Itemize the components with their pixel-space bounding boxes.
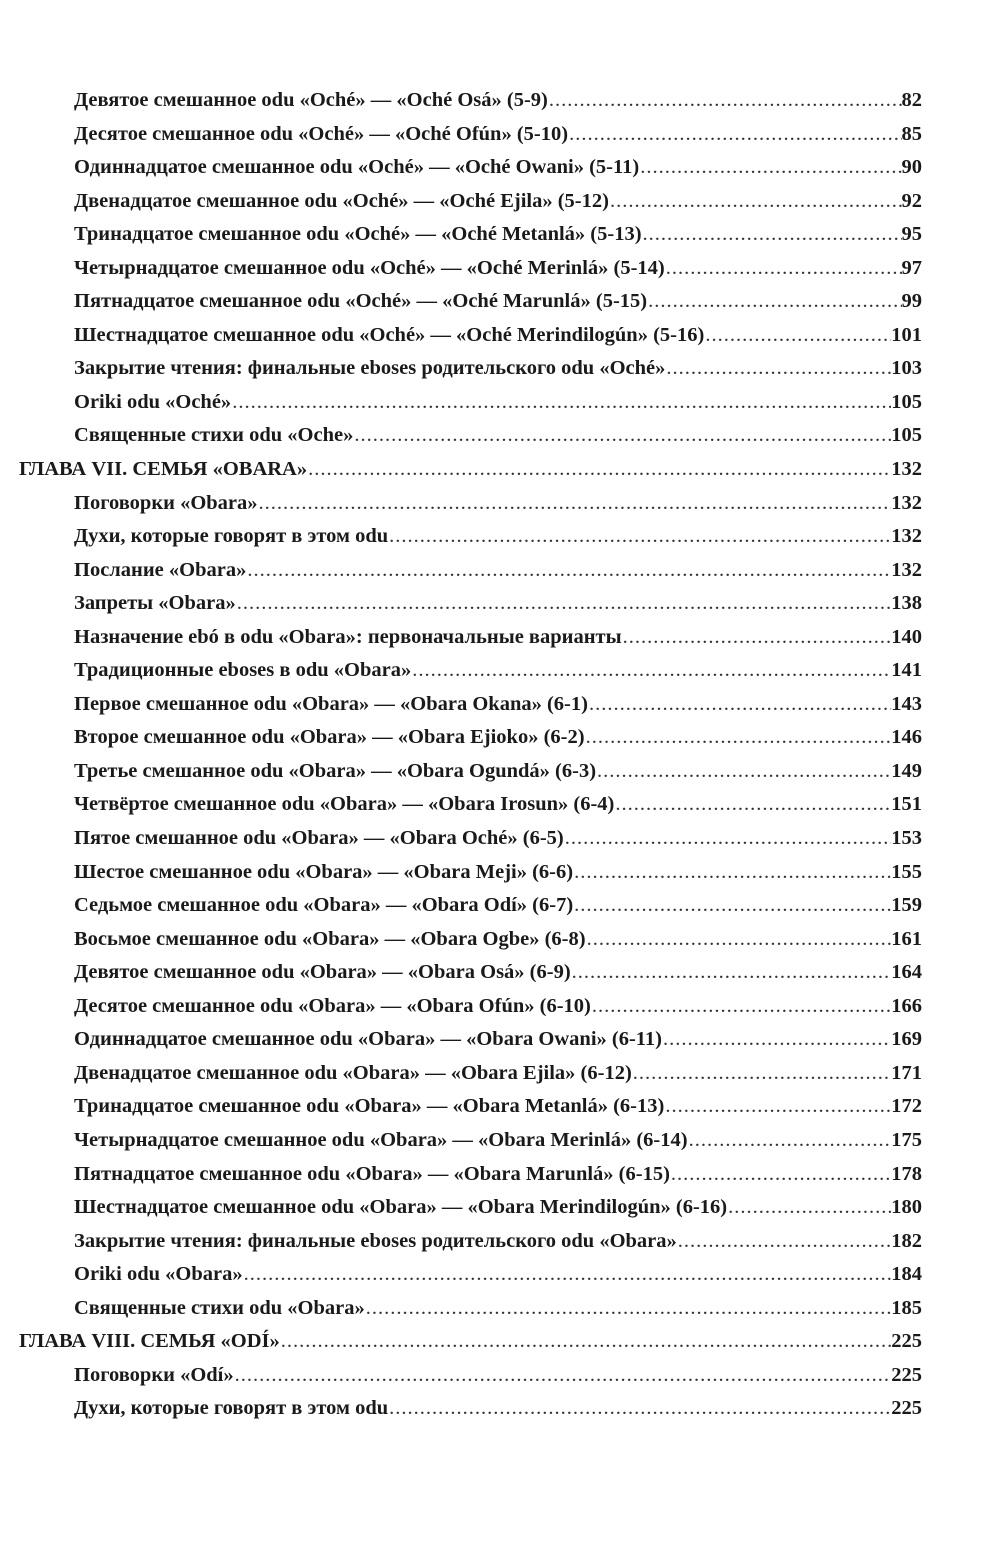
- dot-leader: [585, 725, 892, 749]
- toc-entry-page: 169: [891, 1028, 922, 1051]
- toc-entry-title: Закрытие чтения: финальные eboses родительского odu «Oché»: [74, 357, 666, 380]
- toc-entry-title: Двенадцатое смешанное odu «Obara» — «Obara Ejila» (6-12): [74, 1061, 632, 1084]
- toc-entry-page: 159: [891, 894, 922, 917]
- dot-leader: [234, 1363, 892, 1387]
- toc-entry-title: Назначение ebó в odu «Obara»: первоначальные варианты: [74, 625, 622, 648]
- dot-leader: [388, 1396, 891, 1420]
- toc-entry-page: 155: [891, 860, 922, 883]
- toc-entry-title: Десятое смешанное odu «Obara» — «Obara Ofún» (6-10): [74, 994, 591, 1017]
- toc-entry-title: ГЛАВА VII. СЕМЬЯ «OBARA»: [19, 458, 308, 481]
- toc-entry-page: 85: [901, 122, 922, 145]
- dot-leader: [596, 759, 891, 783]
- toc-entry-title: Третье смешанное odu «Obara» — «Obara Ogundá» (6-3): [74, 759, 597, 782]
- toc-entry-title: Пятнадцатое смешанное odu «Obara» — «Obara Marunlá» (6-15): [74, 1162, 670, 1185]
- toc-entry: [0, 1296, 1000, 1330]
- toc-entry-title: Девятое смешанное odu «Oché» — «Oché Osá» (5-9): [74, 89, 548, 111]
- dot-leader: [677, 1229, 891, 1253]
- toc-entry-page: 132: [891, 491, 922, 514]
- toc-entry: [0, 256, 1000, 290]
- dot-leader: [665, 256, 902, 280]
- dot-leader: [307, 457, 891, 481]
- toc-entry-page: 101: [891, 323, 922, 346]
- toc-entry-page: 184: [891, 1263, 922, 1286]
- toc-entry-title: Девятое смешанное odu «Obara» — «Obara Osá» (6-9): [74, 961, 571, 984]
- toc-entry-page: 103: [891, 357, 922, 380]
- toc-entry: [0, 1027, 1000, 1061]
- dot-leader: [573, 860, 891, 884]
- toc-entry-page: 132: [891, 558, 922, 581]
- toc-entry-title: Десятое смешанное odu «Oché» — «Oché Ofún» (5-10): [74, 122, 569, 145]
- dot-leader: [688, 1128, 892, 1152]
- toc-entry: [0, 826, 1000, 860]
- dot-leader: [573, 893, 891, 917]
- toc-entry: [0, 692, 1000, 726]
- toc-entry: [0, 356, 1000, 390]
- dot-leader: [258, 491, 892, 515]
- toc-entry-title: Седьмое смешанное odu «Obara» — «Obara Odí» (6-7): [74, 894, 574, 917]
- dot-leader: [586, 927, 892, 951]
- toc-entry: [0, 1094, 1000, 1128]
- dot-leader: [365, 1296, 892, 1320]
- toc-entry-title: Пятое смешанное odu «Obara» — «Obara Oché» (6-5): [74, 827, 564, 850]
- dot-leader: [704, 323, 891, 347]
- toc-entry-page: 185: [891, 1296, 922, 1319]
- toc-entry: [0, 189, 1000, 223]
- toc-entry: [0, 524, 1000, 558]
- toc-entry-page: 132: [891, 458, 922, 481]
- toc-entry-title: Поговорки «Odí»: [74, 1363, 234, 1386]
- toc-entry-page: 97: [901, 256, 922, 279]
- toc-entry: [0, 994, 1000, 1028]
- dot-leader: [548, 88, 902, 112]
- toc-entry: [0, 1262, 1000, 1296]
- toc-entry-page: 172: [891, 1095, 922, 1118]
- toc-entry: [0, 1363, 1000, 1397]
- toc-entry: [0, 155, 1000, 189]
- toc-entry-title: Второе смешанное odu «Obara» — «Obara Ejioko» (6-2): [74, 726, 585, 749]
- toc-entry-page: 95: [901, 223, 922, 246]
- toc-entry-page: 138: [891, 592, 922, 615]
- toc-entry-title: Традиционные eboses в odu «Obara»: [74, 659, 412, 682]
- dot-leader: [411, 658, 891, 682]
- dot-leader: [236, 591, 891, 615]
- toc-entry-page: 166: [891, 994, 922, 1017]
- toc-entry: [0, 323, 1000, 357]
- toc-entry: [0, 792, 1000, 826]
- dot-leader: [591, 994, 891, 1018]
- dot-leader: [727, 1195, 891, 1219]
- toc-entry-page: 82: [901, 89, 922, 111]
- toc-entry-title: Закрытие чтения: финальные eboses родительского odu «Obara»: [74, 1229, 677, 1252]
- dot-leader: [639, 155, 901, 179]
- toc-entry: [0, 893, 1000, 927]
- toc-entry: [0, 1229, 1000, 1263]
- toc-entry-page: 225: [891, 1363, 922, 1386]
- dot-leader: [632, 1061, 891, 1085]
- toc-entry-page: 143: [891, 692, 922, 715]
- dot-leader: [588, 692, 891, 716]
- toc-entry: [0, 1061, 1000, 1095]
- dot-leader: [647, 289, 901, 313]
- toc-entry-title: Тринадцатое смешанное odu «Oché» — «Oché Metanlá» (5-13): [74, 223, 642, 246]
- dot-leader: [246, 558, 891, 582]
- toc-entry-page: 105: [891, 424, 922, 447]
- dot-leader: [353, 423, 891, 447]
- toc-entry-title: Поговорки «Obara»: [74, 491, 258, 514]
- dot-leader: [670, 1162, 891, 1186]
- toc-entry: [0, 927, 1000, 961]
- toc-entry-title: Четвёртое смешанное odu «Obara» — «Obara Irosun» (6-4): [74, 793, 615, 816]
- dot-leader: [388, 524, 891, 548]
- toc-entry-title: Одиннадцатое смешанное odu «Obara» — «Obara Owani» (6-11): [74, 1028, 662, 1051]
- toc-entry-page: 92: [901, 189, 922, 212]
- toc-entry: [0, 1195, 1000, 1229]
- toc-entry-title: Oriki odu «Obara»: [74, 1263, 243, 1286]
- toc-entry-page: 178: [891, 1162, 922, 1185]
- toc-entry: [0, 1128, 1000, 1162]
- toc-entry-page: 140: [891, 625, 922, 648]
- toc-entry: [0, 390, 1000, 424]
- toc-chapter-heading: [0, 1329, 1000, 1363]
- dot-leader: [664, 1094, 891, 1118]
- toc-entry-page: 171: [891, 1061, 922, 1084]
- toc-entry-title: Первое смешанное odu «Obara» — «Obara Okana» (6-1): [74, 692, 588, 715]
- toc-entry-page: 141: [891, 659, 922, 682]
- table-of-contents: [0, 88, 1000, 1430]
- toc-entry: [0, 423, 1000, 457]
- dot-leader: [665, 356, 891, 380]
- toc-entry-page: 105: [891, 390, 922, 413]
- toc-entry-title: Священные стихи odu «Obara»: [74, 1296, 365, 1319]
- toc-entry-page: 225: [891, 1330, 922, 1353]
- toc-entry-page: 175: [891, 1128, 922, 1151]
- toc-entry-title: Восьмое смешанное odu «Obara» — «Obara Ogbe» (6-8): [74, 927, 586, 950]
- dot-leader: [622, 625, 892, 649]
- toc-entry: [0, 122, 1000, 156]
- toc-entry-page: 161: [891, 927, 922, 950]
- toc-entry-title: Священные стихи odu «Oche»: [74, 424, 354, 447]
- dot-leader: [568, 122, 901, 146]
- dot-leader: [662, 1027, 891, 1051]
- dot-leader: [609, 189, 902, 213]
- toc-entry-page: 180: [891, 1196, 922, 1219]
- toc-entry-title: Тринадцатое смешанное odu «Obara» — «Obara Metanlá» (6-13): [74, 1095, 665, 1118]
- toc-entry-title: Четырнадцатое смешанное odu «Obara» — «Obara Merinlá» (6-14): [74, 1128, 688, 1151]
- toc-entry-title: Шестнадцатое смешанное odu «Obara» — «Obara Merindilogún» (6-16): [74, 1196, 728, 1219]
- dot-leader: [280, 1329, 891, 1353]
- toc-entry: [0, 558, 1000, 592]
- toc-entry-title: Духи, которые говорят в этом odu: [74, 1397, 389, 1420]
- toc-entry-title: Oriki odu «Oché»: [74, 390, 232, 413]
- toc-entry-page: 225: [891, 1397, 922, 1420]
- toc-entry: [0, 1162, 1000, 1196]
- toc-entry: [0, 759, 1000, 793]
- toc-entry-title: Духи, которые говорят в этом odu: [74, 525, 389, 548]
- toc-entry: [0, 725, 1000, 759]
- toc-entry-page: 132: [891, 525, 922, 548]
- toc-entry-title: Шестнадцатое смешанное odu «Oché» — «Oché Merindilogún» (5-16): [74, 323, 705, 346]
- toc-entry-page: 90: [901, 156, 922, 179]
- toc-entry-title: Пятнадцатое смешанное odu «Oché» — «Oché Marunlá» (5-15): [74, 290, 648, 313]
- toc-entry: [0, 222, 1000, 256]
- toc-entry-title: Послание «Obara»: [74, 558, 247, 581]
- toc-entry-title: Двенадцатое смешанное odu «Oché» — «Oché Ejila» (5-12): [74, 189, 609, 212]
- toc-entry: [0, 1396, 1000, 1430]
- toc-entry: [0, 88, 1000, 122]
- toc-chapter-heading: [0, 457, 1000, 491]
- toc-entry: [0, 491, 1000, 525]
- toc-entry: [0, 658, 1000, 692]
- toc-entry-page: 164: [891, 961, 922, 984]
- toc-entry-title: Четырнадцатое смешанное odu «Oché» — «Oché Merinlá» (5-14): [74, 256, 665, 279]
- toc-entry: [0, 860, 1000, 894]
- toc-entry-page: 182: [891, 1229, 922, 1252]
- dot-leader: [564, 826, 892, 850]
- toc-entry-title: ГЛАВА VIII. СЕМЬЯ «ODÍ»: [19, 1330, 280, 1353]
- toc-entry-title: Одиннадцатое смешанное odu «Oché» — «Oché Owani» (5-11): [74, 156, 640, 179]
- toc-entry-page: 99: [901, 290, 922, 313]
- toc-entry-title: Шестое смешанное odu «Obara» — «Obara Meji» (6-6): [74, 860, 574, 883]
- toc-entry-page: 151: [891, 793, 922, 816]
- toc-entry: [0, 960, 1000, 994]
- dot-leader: [614, 792, 891, 816]
- dot-leader: [243, 1262, 892, 1286]
- toc-entry-page: 149: [891, 759, 922, 782]
- toc-entry-page: 153: [891, 827, 922, 850]
- toc-entry-page: 146: [891, 726, 922, 749]
- toc-entry: [0, 591, 1000, 625]
- dot-leader: [231, 390, 891, 414]
- toc-entry: [0, 289, 1000, 323]
- dot-leader: [642, 222, 902, 246]
- toc-entry: [0, 625, 1000, 659]
- toc-entry-title: Запреты «Obara»: [74, 592, 236, 615]
- dot-leader: [571, 960, 892, 984]
